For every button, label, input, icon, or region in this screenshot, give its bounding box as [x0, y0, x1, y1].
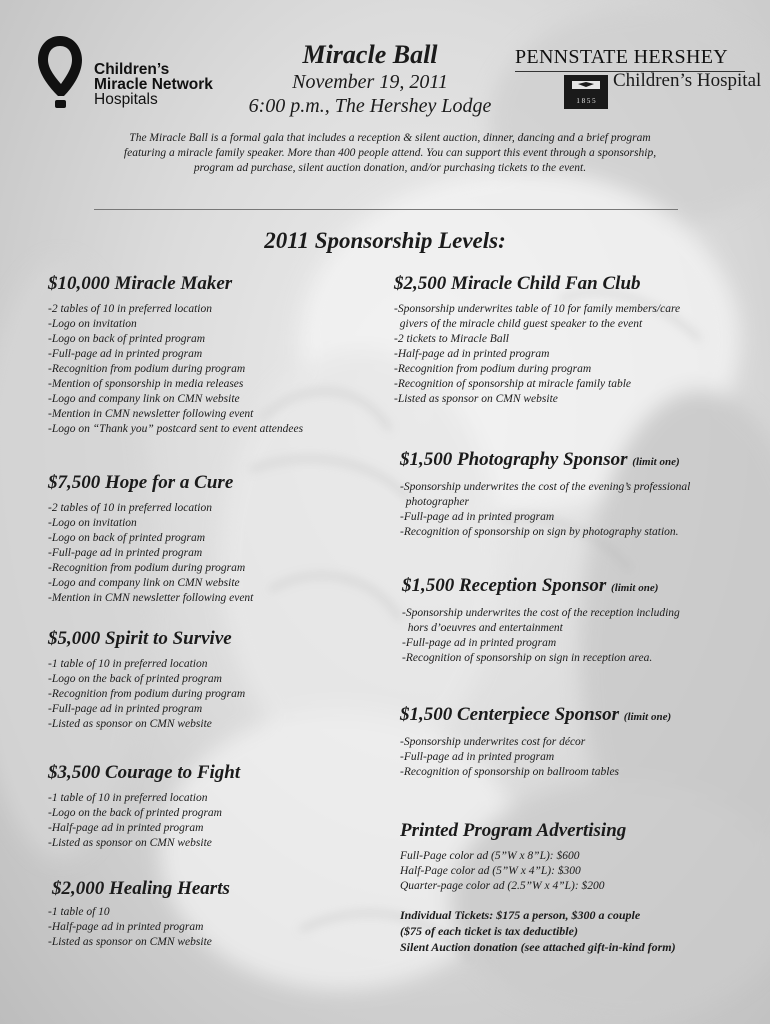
- benefit-item: -Logo on the back of printed program: [48, 807, 222, 819]
- tier-benefits: [400, 735, 671, 780]
- tier-reception-sponsor: [402, 574, 680, 666]
- benefit-item: -Recognition of sponsorship on ballroom tables: [400, 766, 620, 778]
- benefit-item: -Mention in CMN newsletter following event: [48, 592, 254, 604]
- tier-title: Printed Program Advertising: [400, 820, 627, 841]
- tickets-and-auction: [400, 907, 760, 955]
- benefit-item: -Logo on the back of printed program: [48, 673, 222, 685]
- tier-hope-for-a-cure: [48, 471, 253, 606]
- benefit-item: -Half-page ad in printed program: [48, 822, 204, 834]
- hospital-logo-top: PENNSTATE HERSHEY: [515, 46, 728, 68]
- tier-title: $10,000 Miracle Maker: [48, 273, 233, 294]
- penn-state-hershey-logo: [515, 46, 762, 106]
- ad-price-item: Quarter-page color ad (2.5”W x 4”L): $200: [400, 880, 605, 892]
- ticket-prices: Individual Tickets: $175 a person, $300 a couple: [400, 908, 641, 922]
- benefit-item: -2 tables of 10 in preferred location: [48, 502, 212, 514]
- benefit-item: -Half-page ad in printed program: [394, 348, 550, 360]
- tier-miracle-child-fan-club: [394, 272, 680, 407]
- tier-benefits: [48, 905, 230, 950]
- benefit-item: -Sponsorship underwrites the cost of the reception including: [402, 607, 680, 619]
- benefit-item: -Sponsorship underwrites cost for décor: [400, 736, 586, 748]
- limit-note: (limit one): [623, 711, 672, 723]
- tier-photography-sponsor: [400, 448, 690, 540]
- balloon-icon: [38, 34, 86, 114]
- benefit-item: -Recognition of sponsorship on sign in reception area.: [402, 652, 653, 664]
- benefit-item: hors d’oeuvres and entertainment: [402, 622, 563, 634]
- benefit-item: -Logo and company link on CMN website: [48, 393, 240, 405]
- benefit-item: -Logo on back of printed program: [48, 532, 206, 544]
- benefit-item: -Sponsorship underwrites the cost of the evening’s professional: [400, 481, 691, 493]
- benefit-item: -Full-page ad in printed program: [48, 547, 203, 559]
- tier-benefits: [48, 791, 240, 851]
- tier-title: $5,000 Spirit to Survive: [48, 628, 232, 649]
- benefit-item: -1 table of 10 in preferred location: [48, 658, 208, 670]
- benefit-item: -2 tickets to Miracle Ball: [394, 333, 509, 345]
- benefit-item: -Logo on invitation: [48, 318, 137, 330]
- tier-benefits: [48, 501, 253, 606]
- ad-price-list: [400, 849, 626, 894]
- limit-note: (limit one): [632, 456, 680, 468]
- event-heading: [200, 40, 540, 118]
- benefit-item: -Listed as sponsor on CMN website: [394, 393, 558, 405]
- benefit-item: givers of the miracle child guest speaker to the event: [394, 318, 643, 330]
- event-time: 6:00 p.m., The Hershey Lodge: [248, 95, 492, 117]
- tier-title: $7,500 Hope for a Cure: [48, 472, 234, 493]
- benefit-item: -Full-page ad in printed program: [48, 348, 203, 360]
- tier-spirit-to-survive: [48, 627, 245, 732]
- tier-benefits: [394, 302, 680, 407]
- benefit-item: -Recognition from podium during program: [394, 363, 592, 375]
- benefit-item: -Logo and company link on CMN website: [48, 577, 240, 589]
- benefit-item: -Full-page ad in printed program: [48, 703, 203, 715]
- benefit-item: -Mention in CMN newsletter following event: [48, 408, 254, 420]
- ad-price-item: Half-Page color ad (5”W x 4”L): $300: [400, 865, 581, 877]
- tier-courage-to-fight: [48, 761, 240, 851]
- tier-benefits: [48, 657, 245, 732]
- benefit-item: -Logo on “Thank you” postcard sent to event attendees: [48, 423, 304, 435]
- benefit-item: -Full-page ad in printed program: [400, 511, 555, 523]
- tier-title: $3,500 Courage to Fight: [48, 762, 241, 783]
- tier-benefits: [402, 606, 680, 666]
- benefit-item: -Logo on invitation: [48, 517, 137, 529]
- tier-miracle-maker: [48, 272, 303, 437]
- benefit-item: -2 tables of 10 in preferred location: [48, 303, 212, 315]
- tier-benefits: [400, 480, 690, 540]
- benefit-item: -Listed as sponsor on CMN website: [48, 837, 212, 849]
- benefit-item: -1 table of 10 in preferred location: [48, 792, 208, 804]
- divider: [94, 209, 678, 210]
- benefit-item: -Recognition of sponsorship at miracle family table: [394, 378, 632, 390]
- tier-title: $1,500 Centerpiece Sponsor: [400, 704, 620, 725]
- hospital-logo-sub: Children’s Hospital: [613, 70, 762, 91]
- hospital-logo-year: 1 8 5 5: [576, 97, 596, 105]
- benefit-item: -Full-page ad in printed program: [400, 751, 555, 763]
- benefit-item: -Listed as sponsor on CMN website: [48, 718, 212, 730]
- benefit-item: -Recognition from podium during program: [48, 688, 246, 700]
- silent-auction-note: Silent Auction donation (see attached gift-in-kind form): [400, 940, 676, 954]
- ad-price-item: Full-Page color ad (5”W x 8”L): $600: [400, 850, 580, 862]
- tier-title: $1,500 Reception Sponsor: [402, 575, 607, 596]
- benefit-item: -1 table of 10: [48, 906, 110, 918]
- tier-centerpiece-sponsor: [400, 703, 671, 780]
- cmn-logo-line-3: Hospitals: [94, 91, 158, 108]
- tier-title: $1,500 Photography Sponsor: [400, 449, 628, 470]
- benefit-item: -Logo on back of printed program: [48, 333, 206, 345]
- benefit-item: -Mention of sponsorship in media releases: [48, 378, 244, 390]
- event-date: November 19, 2011: [292, 71, 448, 93]
- tier-benefits: [48, 302, 303, 437]
- intro-paragraph: The Miracle Ball is a formal gala that includes a reception & silent auction, dinner, dancing and a brief program featuring a miracle family speaker. More than 400 people attend. You can support this event through a sponsorship, program ad purchase, silent auction donation, and/or purchasing tickets to the event.: [123, 132, 657, 174]
- sponsorship-levels-title: 2011 Sponsorship Levels:: [264, 228, 506, 253]
- benefit-item: photographer: [400, 496, 469, 508]
- tax-note: ($75 of each ticket is tax deductible): [400, 924, 578, 938]
- cmn-logo-line-2: Miracle Network: [94, 76, 213, 93]
- benefit-item: -Recognition of sponsorship on sign by photography station.: [400, 526, 679, 538]
- benefit-item: -Sponsorship underwrites table of 10 for family members/care: [394, 303, 681, 315]
- tier-title-row: [402, 574, 680, 600]
- tier-healing-hearts: [48, 877, 230, 950]
- cmn-logo-line-1: Children’s: [94, 61, 170, 78]
- benefit-item: -Listed as sponsor on CMN website: [48, 936, 212, 948]
- benefit-item: -Recognition from podium during program: [48, 363, 246, 375]
- program-advertising: [400, 819, 626, 894]
- tier-title-row: [400, 448, 690, 474]
- event-title: Miracle Ball: [302, 40, 438, 69]
- tier-title-row: [400, 703, 671, 729]
- limit-note: (limit one): [611, 582, 659, 594]
- tier-title: $2,000 Healing Hearts: [52, 878, 230, 899]
- tier-title: $2,500 Miracle Child Fan Club: [394, 273, 641, 294]
- benefit-item: -Half-page ad in printed program: [48, 921, 204, 933]
- shield-icon: [564, 75, 608, 109]
- benefit-item: -Full-page ad in printed program: [402, 637, 557, 649]
- benefit-item: -Recognition from podium during program: [48, 562, 246, 574]
